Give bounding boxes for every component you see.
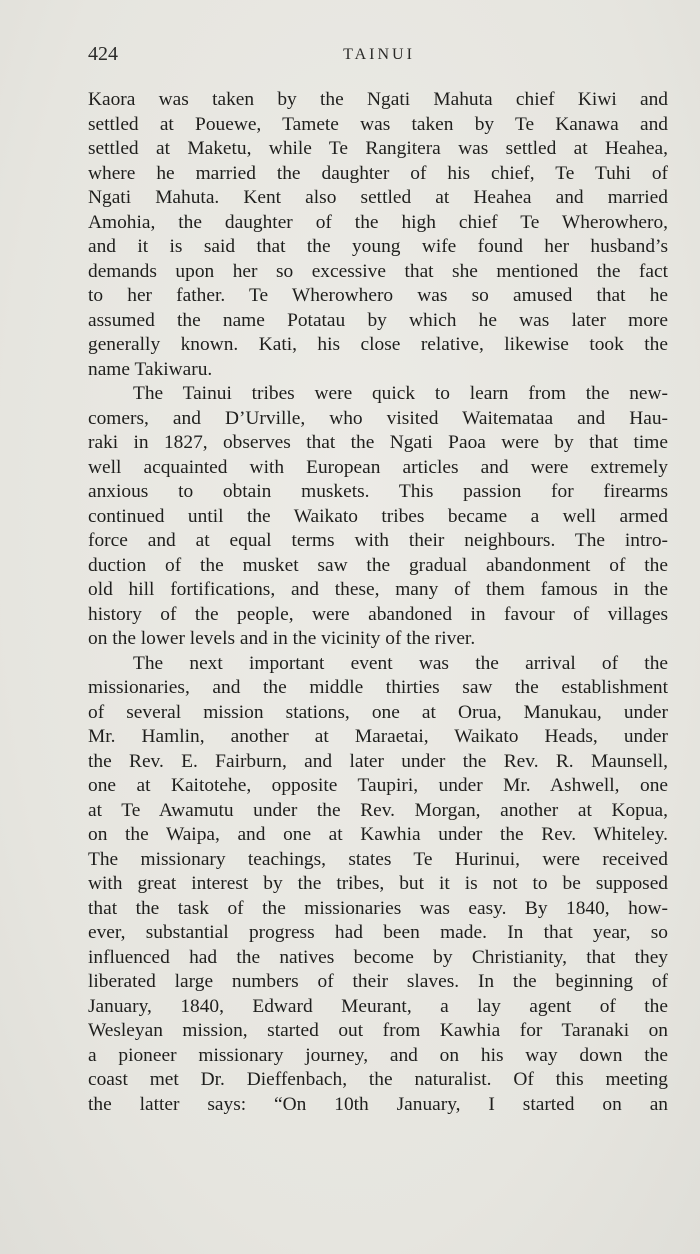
- text-line: continued until the Waikato tribes became a well armed: [88, 505, 668, 527]
- text-line: settled at Maketu, while Te Rangitera was settled at Heahea,: [88, 138, 668, 159]
- text-line: Wesleyan mission, started out from Kawhia for Taranaki on: [88, 1020, 668, 1041]
- text-line: duction of the musket saw the gradual abandonment of the: [88, 554, 668, 576]
- page-number: 424: [88, 43, 118, 65]
- text-line: old hill fortifications, and these, many of them famous in the: [88, 579, 668, 600]
- running-title: TAINUI: [343, 46, 415, 63]
- paragraph: [88, 652, 668, 1118]
- text-line: generally known. Kati, his close relative, likewise took the: [88, 334, 668, 355]
- text-line: Amohia, the daughter of the high chief Te Wherowhero,: [88, 211, 668, 233]
- text-line: name Takiwaru.: [88, 358, 213, 380]
- text-line: the Rev. E. Fairburn, and later under the Rev. R. Maunsell,: [88, 750, 668, 772]
- text-line: coast met Dr. Dieffenbach, the naturalist. Of this meeting: [88, 1069, 668, 1090]
- text-line: January, 1840, Edward Meurant, a lay agent of the: [88, 995, 668, 1017]
- text-line: The next important event was the arrival of the: [133, 652, 668, 674]
- text-line: influenced had the natives become by Christianity, that they: [88, 946, 668, 968]
- text-line: well acquainted with European articles and were extremely: [88, 456, 668, 478]
- text-line: to her father. Te Wherowhero was so amused that he: [88, 285, 668, 306]
- text-line: a pioneer missionary journey, and on his way down the: [88, 1044, 668, 1066]
- paragraph: [88, 382, 668, 652]
- text-line: The Tainui tribes were quick to learn from the new-: [133, 383, 668, 404]
- text-line: settled at Pouewe, Tamete was taken by Te Kanawa and: [88, 113, 668, 135]
- text-line: the latter says: “On 10th January, I started on an: [88, 1093, 668, 1115]
- text-line: one at Kaitotehe, opposite Taupiri, under Mr. Ashwell, one: [88, 775, 668, 796]
- text-line: comers, and D’Urville, who visited Waitemataa and Hau-: [88, 407, 668, 429]
- text-line: assumed the name Potatau by which he was later more: [88, 309, 668, 331]
- page-header: [88, 43, 670, 73]
- text-line: missionaries, and the middle thirties saw the establishment: [88, 677, 668, 698]
- body-text: [88, 88, 668, 1117]
- text-line: at Te Awamutu under the Rev. Morgan, another at Kopua,: [88, 799, 668, 821]
- text-line: history of the people, were abandoned in favour of villages: [88, 603, 668, 625]
- text-line: The missionary teachings, states Te Hurinui, were received: [88, 848, 668, 870]
- text-line: of several mission stations, one at Orua, Manukau, under: [88, 701, 668, 723]
- text-line: that the task of the missionaries was easy. By 1840, how-: [88, 897, 668, 919]
- text-line: liberated large numbers of their slaves. In the beginning of: [88, 971, 668, 992]
- text-line: demands upon her so excessive that she mentioned the fact: [88, 260, 668, 282]
- text-line: on the lower levels and in the vicinity of the river.: [88, 628, 476, 649]
- text-line: Mr. Hamlin, another at Maraetai, Waikato Heads, under: [88, 726, 668, 747]
- text-line: force and at equal terms with their neighbours. The intro-: [88, 530, 668, 551]
- paragraph: [88, 88, 668, 382]
- text-line: ever, substantial progress had been made. In that year, so: [88, 922, 668, 943]
- text-line: on the Waipa, and one at Kawhia under the Rev. Whiteley.: [88, 824, 668, 845]
- text-line: Kaora was taken by the Ngati Mahuta chief Kiwi and: [88, 89, 668, 110]
- text-line: with great interest by the tribes, but it is not to be supposed: [88, 873, 668, 894]
- text-line: Ngati Mahuta. Kent also settled at Heahea and married: [88, 187, 668, 208]
- text-line: raki in 1827, observes that the Ngati Paoa were by that time: [88, 432, 668, 453]
- text-line: anxious to obtain muskets. This passion for firearms: [88, 481, 668, 502]
- text-line: and it is said that the young wife found her husband’s: [88, 236, 668, 257]
- text-line: where he married the daughter of his chief, Te Tuhi of: [88, 162, 668, 184]
